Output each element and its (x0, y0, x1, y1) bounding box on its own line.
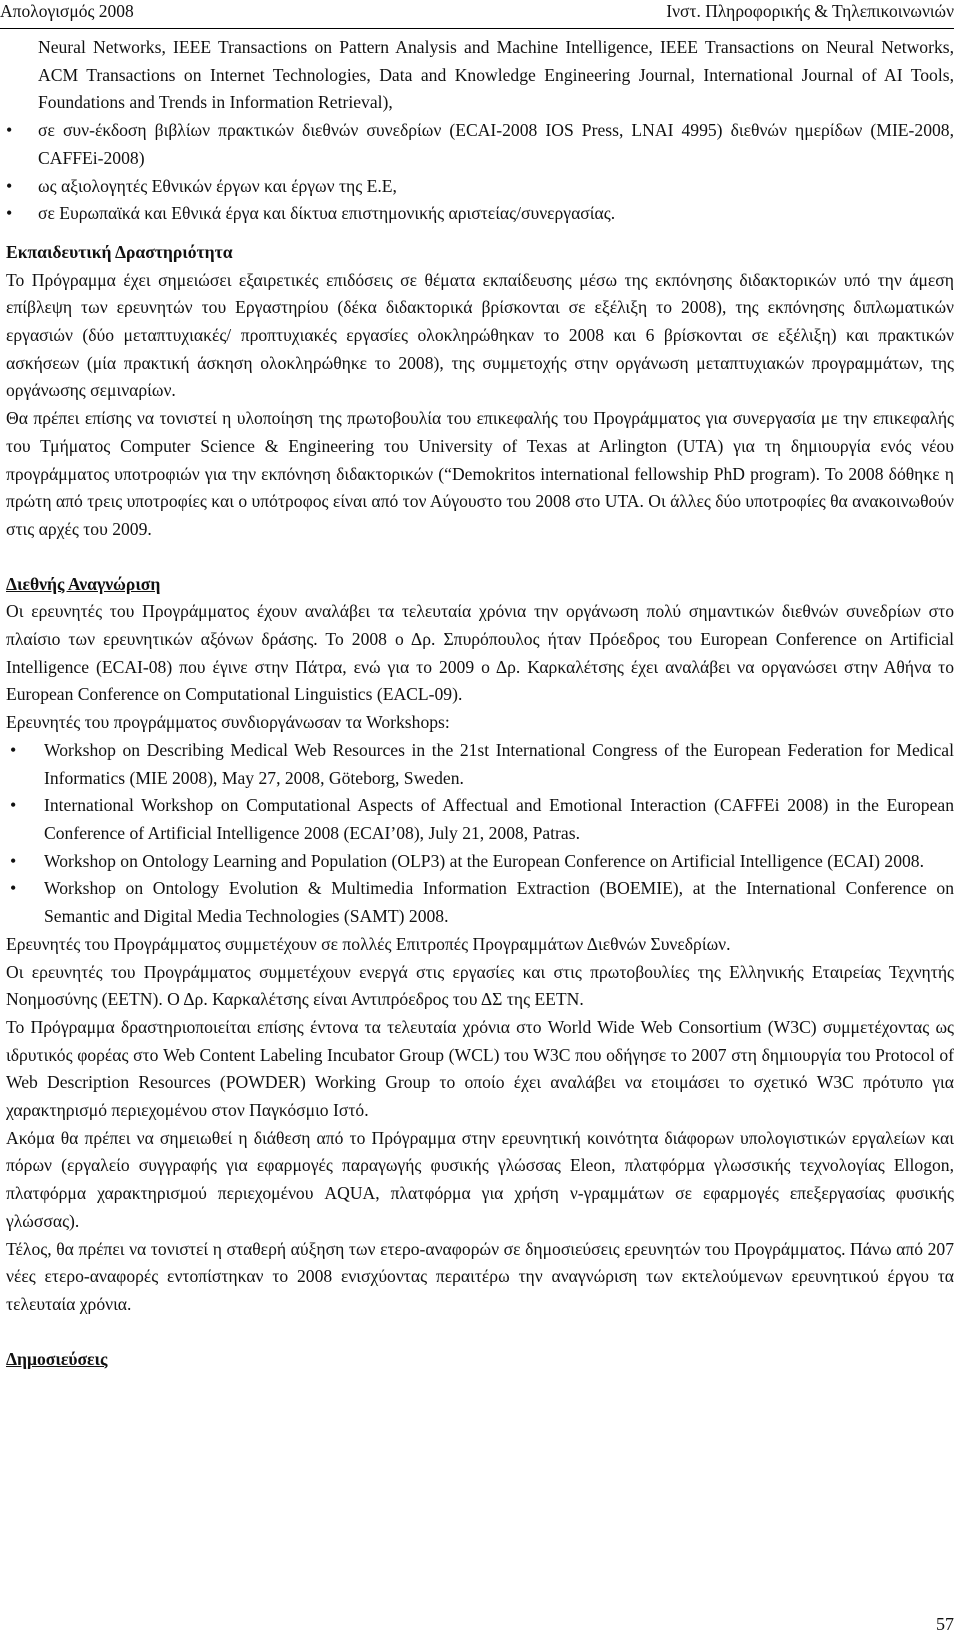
recognition-paragraph: Οι ερευνητές του Προγράμματος συμμετέχουν ενεργά στις εργασίες και στις πρωτοβουλίες της Ελληνικής Εταιρείας Τεχνητής Νοημοσύνης (ΕΕΤΝ). Ο Δρ. Καρκαλέτσης είναι Αντιπρόεδρος του ΔΣ της ΕΕΤΝ. (6, 961, 954, 1010)
list-item: • Workshop on Describing Medical Web Resources in the 21st International Congress of the European Federation for Medical Informatics (MIE 2008), May 27, 2008, Göteborg, Sweden. (6, 737, 954, 792)
body-content (6, 34, 954, 1373)
recognition-paragraph: Τέλος, θα πρέπει να τονιστεί η σταθερή αύξηση των ετερο-αναφορών σε δημοσιεύσεις ερευνητών του Προγράμματος. Πάνω από 207 νέες ετερο-αναφορές εντοπίστηκαν το 2008 ενισχύοντας περαιτέρω την αναγνώριση των εκτελούμενων ερευνητικού έργου τα τελευταία χρόνια. (6, 1238, 954, 1314)
list-item: • International Workshop on Computational Aspects of Affectual and Emotional Interaction (CAFFEi 2008) in the European Conference of Artificial Intelligence 2008 (ECAI’08), July 21, 2008, Patras. (6, 792, 954, 847)
section-title-publications: Δημοσιεύσεις (6, 1348, 108, 1369)
section-title-education: Εκπαιδευτική Δραστηριότητα (6, 241, 233, 262)
education-paragraph: Θα πρέπει επίσης να τονιστεί η υλοποίηση της πρωτοβουλία του επικεφαλής του Προγράμματος για συνεργασία με την επικεφαλής του Τμήματος Computer Science & Engineering του University of Texas at Arlington (UTA) για τη δημιουργία ενός νέου προγράμματος υποτροφιών για την εκπόνηση διδακτορικών (“Demokritos international fellowship PhD program). Το 2008 δόθηκε η πρώτη από τρεις υποτροφίες και ο υπότροφος είναι από τον Αύγουστο του 2008 στο UTA. Οι άλλες δύο υποτροφίες θα ανακοινωθούν στις αρχές του 2009. (6, 408, 954, 539)
header-institute: Ινστ. Πληροφορικής & Τηλεπικοινωνιών (666, 1, 954, 21)
recognition-paragraph: Ερευνητές του Προγράμματος συμμετέχουν σε πολλές Επιτροπές Προγραμμάτων Διεθνών Συνεδρίων. (6, 933, 731, 954)
list-item: • Workshop on Ontology Evolution & Multimedia Information Extraction (BOEMIE), at the International Conference on Semantic and Digital Media Technologies (SAMT) 2008. (6, 875, 954, 930)
recognition-paragraph: Το Πρόγραμμα δραστηριοποιείται επίσης έντονα τα τελευταία χρόνια στο World Wide Web Consortium (W3C) συμμετέχοντας ως ιδρυτικός φορέας στο Web Content Labeling Incubator Group (WCL) του W3C που οδήγησε το 2007 στη δημιουργία του Protocol of Web Description Resources (POWDER) Working Group το οποίο έχει αναλάβει να ετοιμάσει το σχετικό W3C πρότυπο για χαρακτηρισμό περιεχομένου στον Παγκόσμιο Ιστό. (6, 1016, 954, 1121)
workshops-list (6, 737, 954, 931)
list-continuation: Neural Networks, IEEE Transactions on Pattern Analysis and Machine Intelligence, IEEE Transactions on Neural Networks, ACM Transactions on Internet Technologies, Data and Knowledge Engineering Journal, International Journal of AI Tools, Foundations and Trends in Information Retrieval), (38, 37, 954, 113)
list-item: • σε Ευρωπαϊκά και Εθνικά έργα και δίκτυα επιστημονικής αριστείας/συνεργασίας. (6, 200, 954, 228)
list-item: • σε συν-έκδοση βιβλίων πρακτικών διεθνών συνεδρίων (ECAI-2008 IOS Press, LNAI 4995) διεθνών ημερίδων (MIE-2008, CAFFEi-2008) (6, 117, 954, 172)
page-number: 57 (936, 1614, 954, 1634)
recognition-paragraph: Ακόμα θα πρέπει να σημειωθεί η διάθεση από το Πρόγραμμα στην ερευνητική κοινότητα διάφορων υπολογιστικών εργαλείων και πόρων (εργαλείο συγγραφής για εφαρμογές παραγωγής φυσικής γλώσσας Eleon, πλατφόρμα γλωσσικής τεχνολογίας Ellogon, πλατφόρμα χαρακτηρισμού περιεχομένου AQUA, πλατφόρμα για χρήση ν-γραμμάτων σε εφαρμογές επεξεργασίας φυσικής γλώσσας). (6, 1127, 954, 1231)
header-report-title: Απολογισμός 2008 (0, 1, 134, 21)
education-paragraph: Το Πρόγραμμα έχει σημειώσει εξαιρετικές επιδόσεις σε θέματα εκπαίδευσης μέσω της εκπόνησης διδακτορικών υπό την άμεση επίβλεψη των ερευνητών του Εργαστηρίου (δέκα διδακτορικά βρίσκονται σε εξέλιξη το 2008), της εκπόνησης διπλωματικών εργασιών (δύο μεταπτυχιακές/ προπτυχιακές εργασίες ολοκληρώθηκαν το 2008 και 6 βρίσκονται σε εξέλιξη) και πρακτικών ασκήσεων (μία πρακτική άσκηση ολοκληρώθηκε το 2008), της συμμετοχής στην οργάνωση μεταπτυχιακών προγραμμάτων, της οργάνωσης σεμιναρίων. (6, 269, 954, 401)
workshops-intro: Ερευνητές του προγράμματος συνδιοργάνωσαν τα Workshops: (6, 712, 450, 733)
list-item: • ως αξιολογητές Εθνικών έργων και έργων της Ε.Ε, (6, 173, 954, 201)
recognition-paragraph: Οι ερευνητές του Προγράμματος έχουν αναλάβει τα τελευταία χρόνια την οργάνωση πολύ σημαντικών διεθνών συνεδρίων στο πλαίσιο των ερευνητικών αξόνων δράσης. Το 2008 ο Δρ. Σπυρόπουλος ήταν Πρόεδρος του European Conference on Artificial Intelligence (ECAI-08) που έγινε στην Πάτρα, ενώ για το 2009 ο Δρ. Καρκαλέτσης έχει αναλάβει να οργανώσει στην Αθήνα το European Conference on Computational Linguistics (EACL-09). (6, 601, 954, 705)
list-item: • Workshop on Ontology Learning and Population (OLP3) at the European Conference on Artificial Intelligence (ECAI) 2008. (6, 848, 954, 876)
section-title-recognition: Διεθνής Αναγνώριση (6, 573, 161, 594)
activity-list (6, 117, 954, 228)
running-header (0, 0, 954, 29)
